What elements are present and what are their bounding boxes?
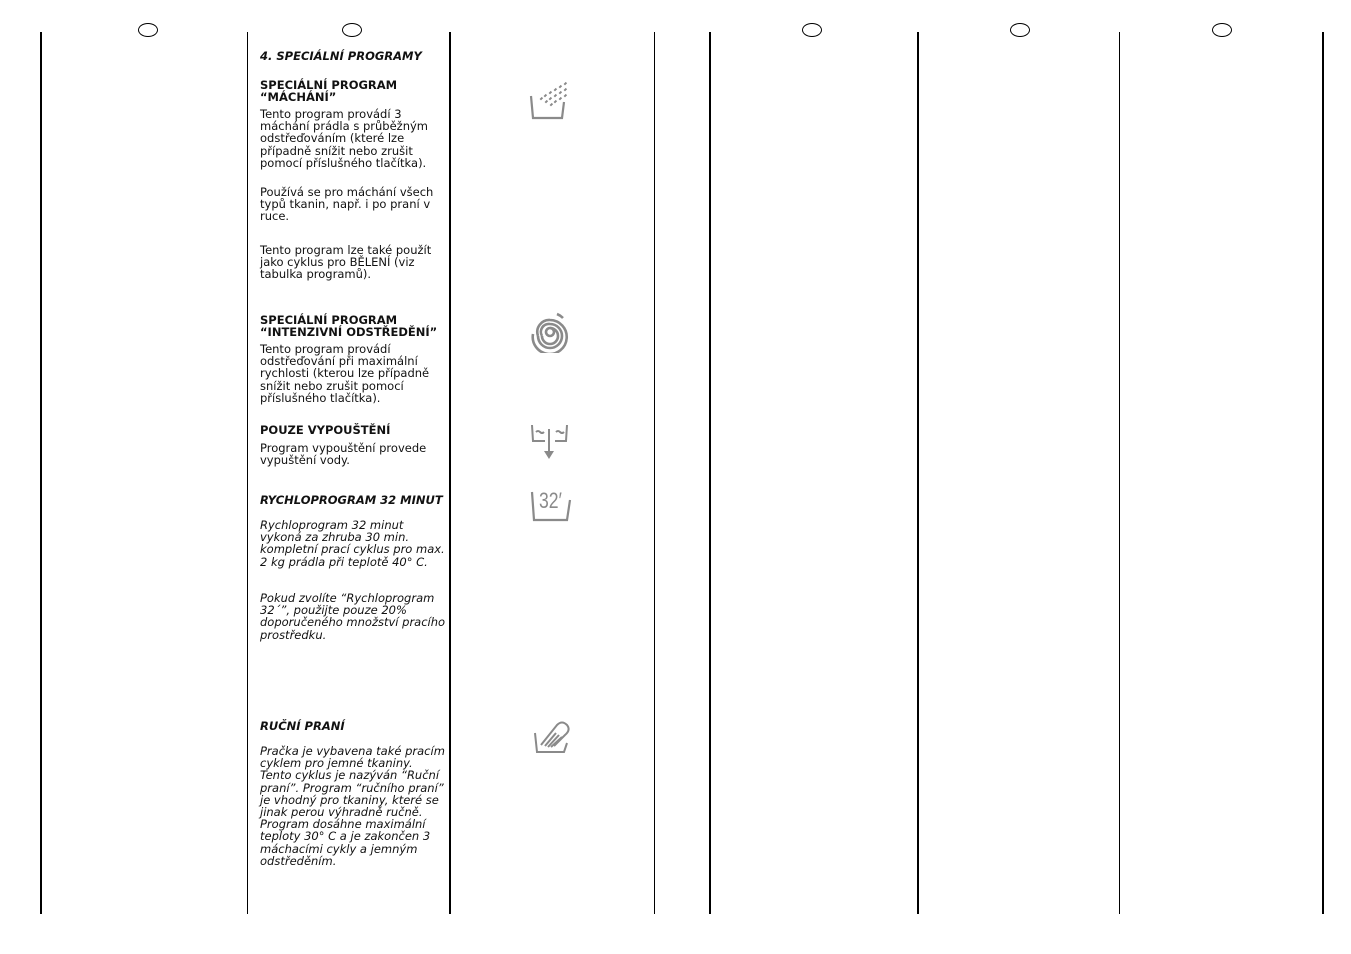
column-rule	[1322, 32, 1324, 914]
column-rule	[709, 32, 711, 914]
hand-wash-icon	[532, 719, 574, 755]
section-title: 4. SPECIÁLNÍ PROGRAMY	[260, 49, 422, 63]
column-rule	[449, 32, 451, 914]
page-marker-oval	[1212, 23, 1232, 37]
drain-paragraph-1: Program vypouštění provede vypuštění vody.	[260, 441, 427, 468]
hand-heading: RUČNÍ PRANÍ	[260, 719, 345, 733]
spin-spiral-icon	[529, 311, 571, 353]
rinse-heading-line1: SPECIÁLNÍ PROGRAM	[260, 78, 398, 92]
column-rule	[654, 32, 655, 914]
spin-heading-line2: “INTENZIVNÍ ODSTŘEDĚNÍ”	[260, 325, 438, 340]
quick-paragraph-1: Rychloprogram 32 minut vykoná za zhruba 30 min. kompletní prací cyklus pro max. 2 kg prádla při teplotě 40° C.	[260, 518, 445, 569]
drain-tub-icon	[529, 421, 571, 463]
page-marker-oval	[342, 23, 362, 37]
quick-32-label: 32′	[539, 488, 562, 513]
spin-paragraph-1: Tento program provádí odstřeďování při maximální rychlosti (kterou lze případně snížit nebo zrušit pomocí příslušného tlačítka).	[260, 342, 430, 405]
column-rule	[247, 32, 248, 914]
hand-paragraph-1: Pračka je vybavena také pracím cyklem pro jemné tkaniny. Tento cyklus je nazýván “Ruční praní”. Program “ručního praní” je vhodný pro tkaniny, které se jinak perou výhradně ručně. Program dosáhne maximální teploty 30° C a je zakončen 3 máchacími cykly a jemným odstředěním.	[260, 744, 445, 868]
rinse-heading	[260, 79, 446, 103]
drain-heading: POUZE VYPOUŠTĚNÍ	[260, 423, 391, 437]
page-marker-oval	[802, 23, 822, 37]
rinse-paragraph-1: Tento program provádí 3 máchání prádla s průběžným odstřeďováním (které lze případně snížit nebo zrušit pomocí příslušného tlačítka).	[260, 107, 428, 170]
column-rule	[1119, 32, 1120, 914]
rinse-shower-icon	[528, 80, 572, 122]
rinse-paragraph-2: Používá se pro máchání všech typů tkanin, např. i po praní v ruce.	[260, 185, 434, 224]
rinse-heading-line2: “MÁCHÁNÍ”	[260, 90, 337, 105]
page-marker-oval	[1010, 23, 1030, 37]
column-rule	[40, 32, 42, 914]
spin-heading-line1: SPECIÁLNÍ PROGRAM	[260, 313, 398, 327]
column-rule	[917, 32, 919, 914]
quick-paragraph-2: Pokud zvolíte “Rychloprogram 32´”, použijte pouze 20% doporučeného množství pracího prostředku.	[260, 591, 446, 642]
spin-heading	[260, 314, 446, 338]
rinse-paragraph-3: Tento program lze také použít jako cyklus pro BĚLENÍ (viz tabulka programů).	[260, 243, 432, 282]
quick-32-tub-icon	[529, 488, 573, 524]
page-marker-oval	[138, 23, 158, 37]
quick-heading: RYCHLOPROGRAM 32 MINUT	[260, 493, 443, 507]
